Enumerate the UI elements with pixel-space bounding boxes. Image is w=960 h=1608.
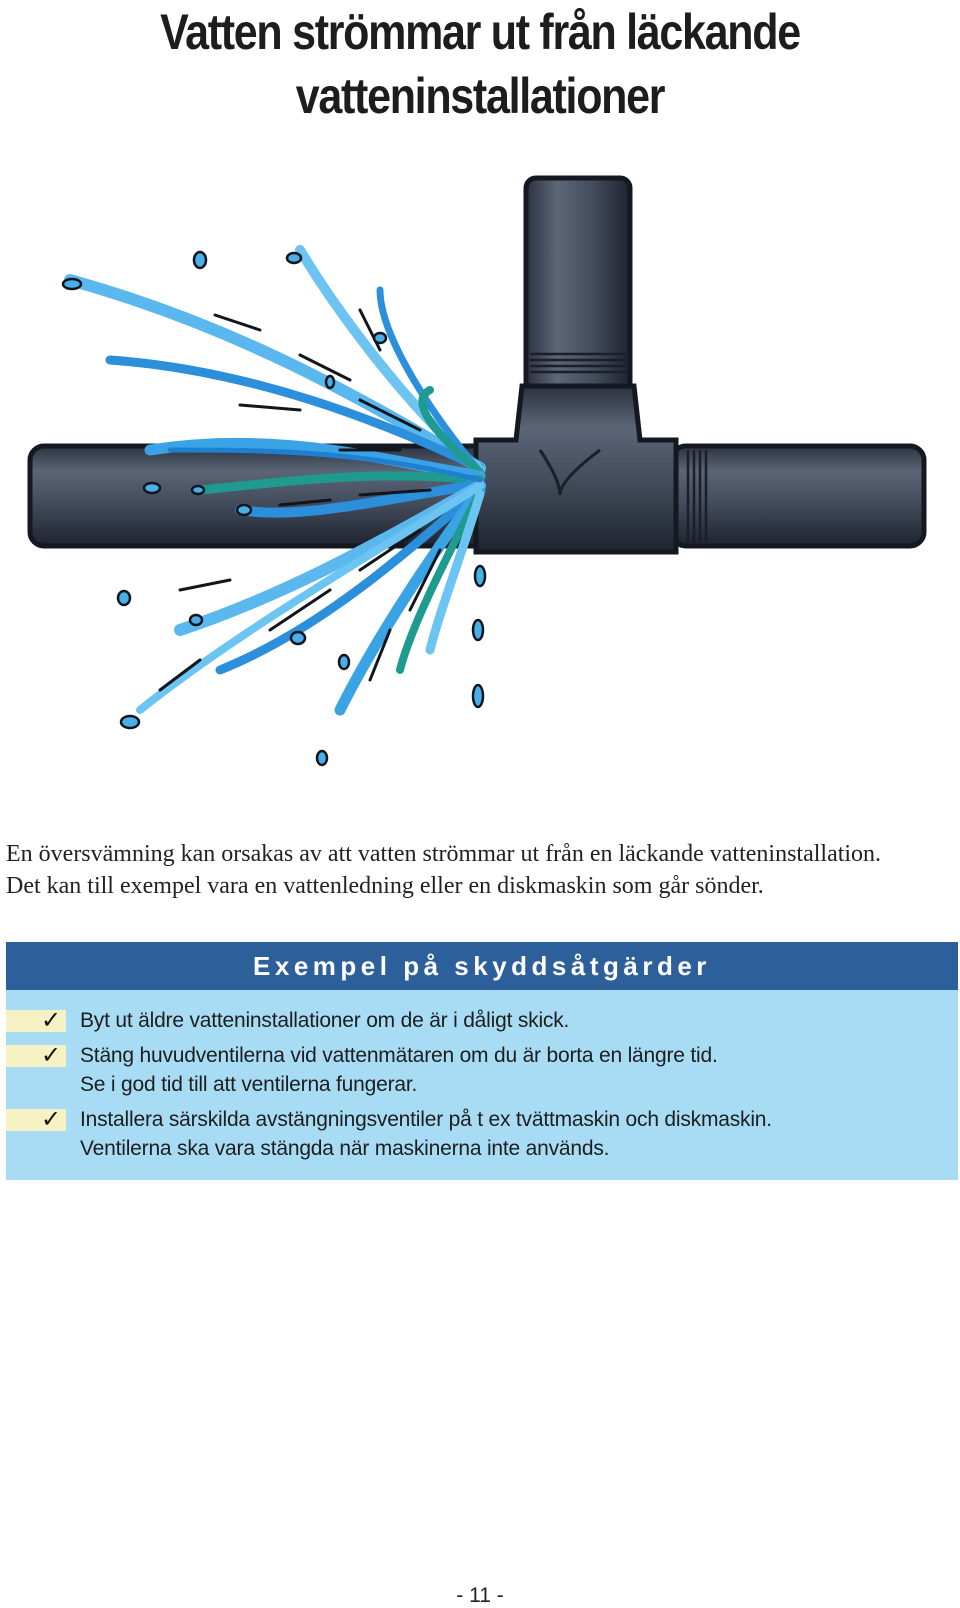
list-item-line: Byt ut äldre vatteninstallationer om de är i dåligt skick.	[80, 1009, 570, 1032]
intro-paragraph	[6, 838, 946, 902]
list-item-line: Installera särskilda avstängningsventiler på t ex tvättmaskin och diskmaskin.	[80, 1108, 772, 1131]
burst-pipe-icon	[0, 150, 960, 800]
panel-heading: Exempel på skyddsåtgärder	[6, 942, 958, 990]
list-item-text	[80, 1041, 940, 1099]
list-item-text	[80, 1006, 940, 1035]
page-number: - 11 -	[456, 1584, 504, 1607]
protection-measures-panel	[6, 942, 958, 1180]
intro-line-1: En översvämning kan orsakas av att vatten strömmar ut från en läckande vatteninstallation.	[6, 841, 882, 867]
page-title-line-2: vatteninstallationer	[295, 68, 665, 124]
page-title-line-1: Vatten strömmar ut från läckande	[160, 4, 800, 60]
checkmark-icon: ✓	[40, 1041, 62, 1069]
list-item-line: Se i god tid till att ventilerna fungerar.	[80, 1073, 418, 1096]
list-item-text	[80, 1105, 940, 1163]
checkmark-icon: ✓	[40, 1006, 62, 1034]
list-item-line: Stäng huvudventilerna vid vattenmätaren om du är borta en längre tid.	[80, 1044, 718, 1067]
page-title	[67, 0, 893, 128]
burst-pipe-illustration	[0, 150, 960, 800]
list-item-line: Ventilerna ska vara stängda när maskinerna inte används.	[80, 1137, 610, 1160]
checkmark-icon: ✓	[40, 1105, 62, 1133]
intro-line-2: Det kan till exempel vara en vattenledning eller en diskmaskin som går sönder.	[6, 873, 764, 899]
